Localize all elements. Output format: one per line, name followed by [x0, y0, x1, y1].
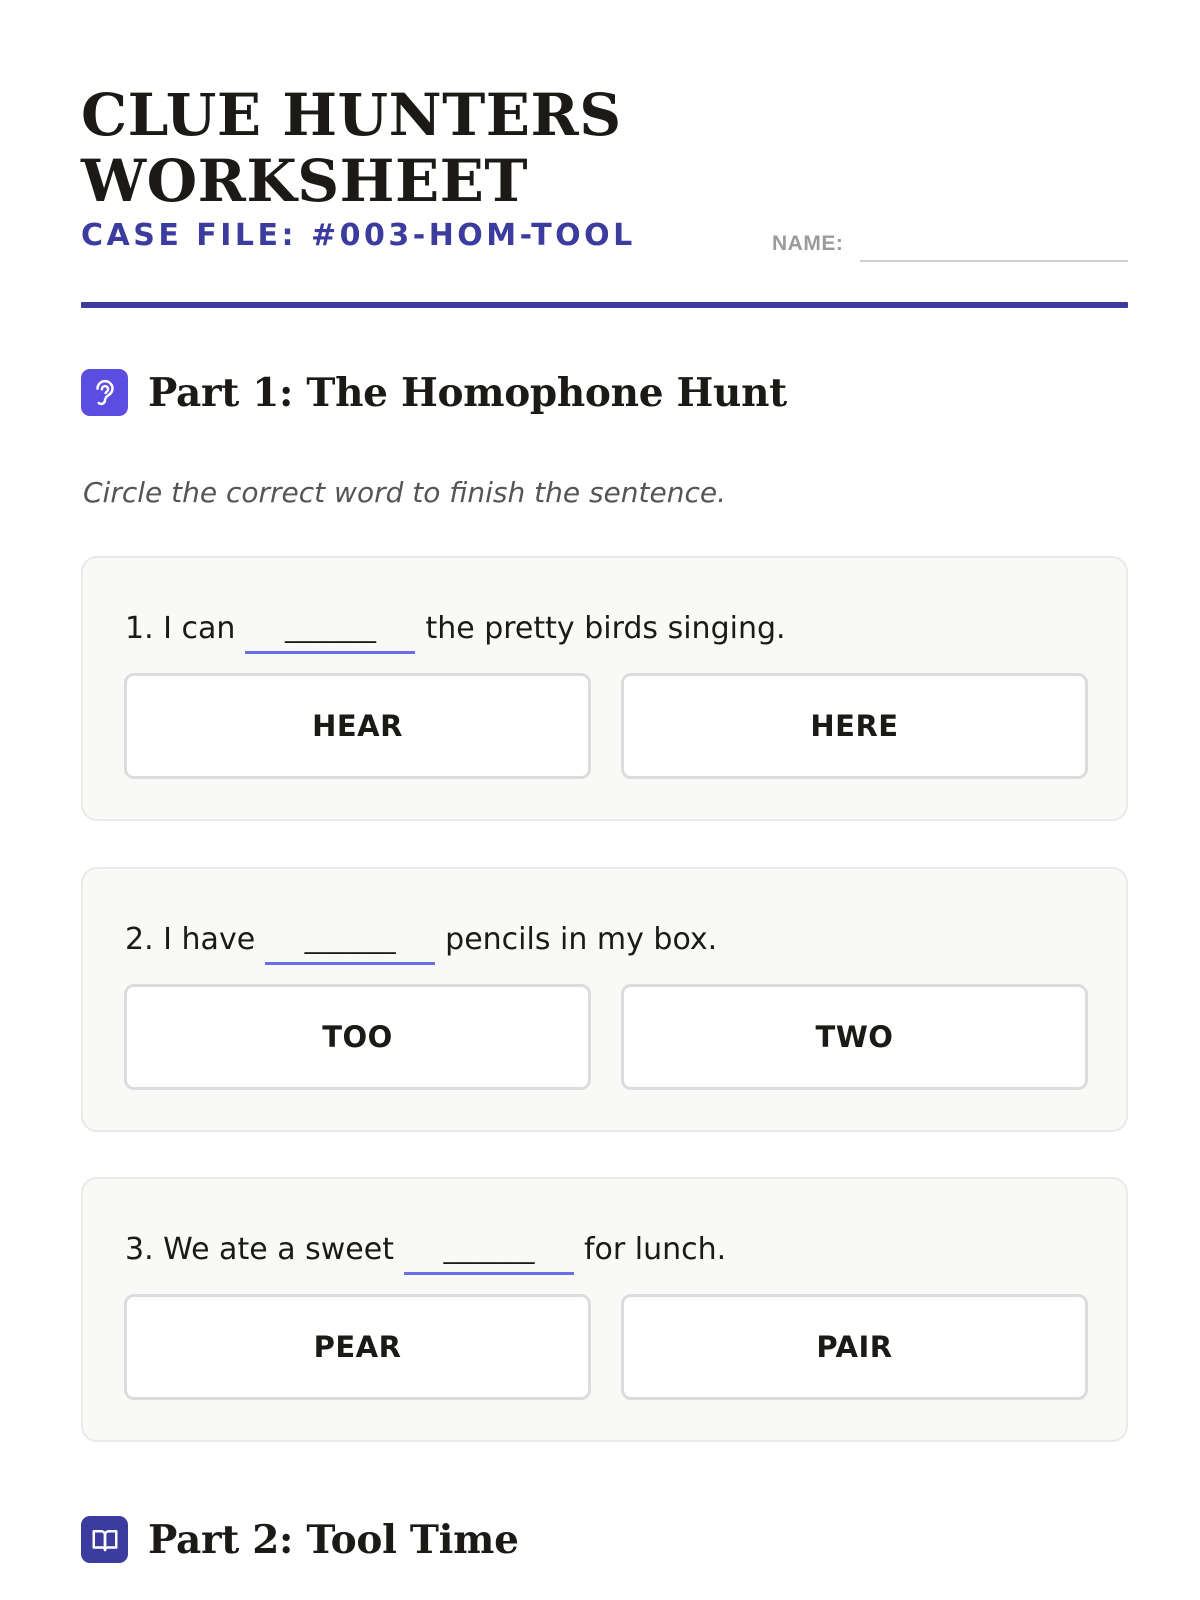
question-card-2	[81, 867, 1128, 1132]
question-suffix: pencils in my box.	[445, 922, 718, 957]
option-button-two[interactable]: TWO	[621, 984, 1088, 1090]
name-field[interactable]	[772, 228, 1128, 264]
question-sentence	[125, 602, 786, 646]
book-icon	[81, 1516, 128, 1563]
question-suffix: for lunch.	[583, 1232, 727, 1267]
title-line-1: CLUE HUNTERS	[81, 81, 622, 149]
question-prefix: 2. I have	[125, 922, 256, 957]
worksheet-title	[81, 82, 721, 214]
option-button-hear[interactable]: HEAR	[124, 673, 591, 779]
part1-title: Part 1: The Homophone Hunt	[148, 369, 787, 416]
part1-instruction: Circle the correct word to finish the sentence.	[83, 476, 727, 509]
answer-blank[interactable]: _______	[404, 1231, 574, 1275]
answer-blank[interactable]: _______	[265, 921, 435, 965]
case-file-label: CASE FILE: #003-HOM-TOOL	[81, 218, 636, 253]
question-card-1	[81, 556, 1128, 821]
ear-icon	[81, 369, 128, 416]
answer-blank[interactable]: _______	[245, 610, 415, 654]
question-prefix: 3. We ate a sweet	[125, 1232, 394, 1267]
question-prefix: 1. I can	[125, 611, 236, 646]
question-card-3	[81, 1177, 1128, 1442]
question-sentence	[125, 1223, 726, 1267]
header-divider	[81, 302, 1128, 308]
part2-heading	[81, 1516, 519, 1563]
option-button-here[interactable]: HERE	[621, 673, 1088, 779]
question-suffix: the pretty birds singing.	[425, 611, 786, 646]
part1-heading	[81, 369, 787, 416]
title-line-2: WORKSHEET	[81, 147, 529, 215]
option-button-too[interactable]: TOO	[124, 984, 591, 1090]
option-button-pair[interactable]: PAIR	[621, 1294, 1088, 1400]
name-label: NAME:	[772, 232, 844, 255]
option-button-pear[interactable]: PEAR	[124, 1294, 591, 1400]
part2-title: Part 2: Tool Time	[148, 1516, 519, 1563]
name-write-line[interactable]	[860, 260, 1128, 262]
question-sentence	[125, 913, 717, 957]
